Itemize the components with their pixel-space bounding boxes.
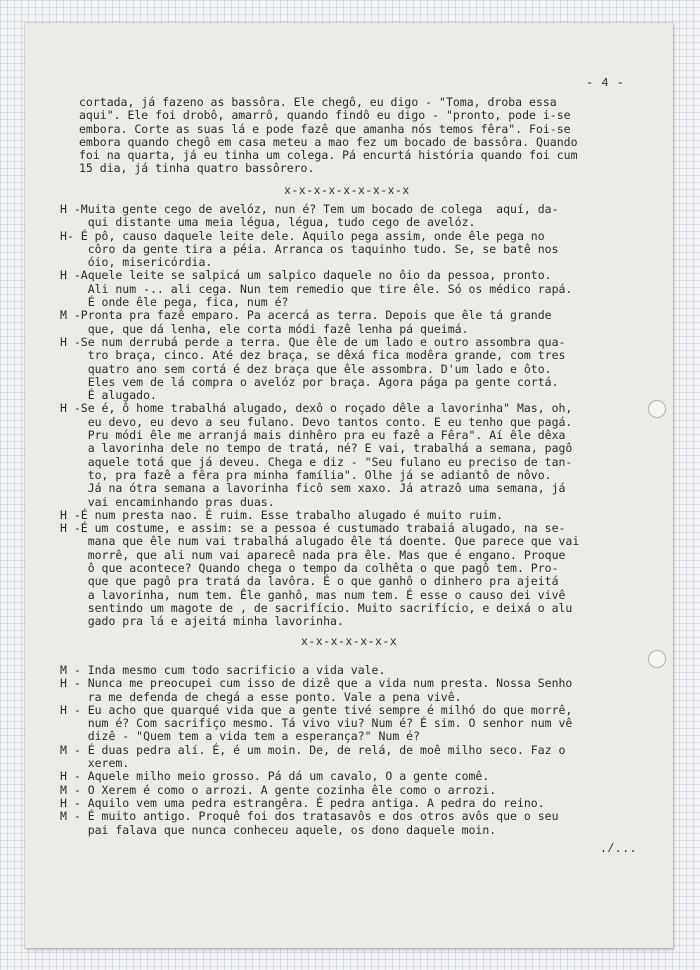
- transcript-dialogue-block: H -Muita gente cego de avelóz, nun é? Tem um bocado de colega aquí, da- qui distante uma meia légua, légua, tudo cego de avelóz. H- É pô, causo daquele leite dele. Aquilo pega assim, onde êle pega no côro da gente tira a péia. Arranca os taquinho tudo. Se, se batê nos óio, misericórdia. H -Aquele leite se salpicá um salpico daquele no ôio da pessoa, pronto. Ali num -.. ali cega. Nun tem remedio que tire êle. Só os médico rapá. É onde êle pega, fica, num é? M -Pronta pra fazê emparo. Pa acercá as terra. Depois que êle tá grande que, que dá lenha, ele corta módi fazê lenha pá queimá. H -Se num derrubá perde a terra. Que êle de um lado e outro assombra qua- tro braça, cinco. Até dez braça, se dêxá fica modêra grande, com tres quatro ano sem cortá é dez braça que êle assombra. D'um lado e ôto. Eles vem de lá compra o avelóz por braça. Agora pága pa gente cortá. É alugado. H -Se é, ô home trabalhá alugado, dexô o roçado dêle a lavorinha" Mas, oh, eu devo, eu devo a seu fulano. Devo tantos conto. E eu tenho que pagá. Pru módi êle me arranjá mais dinhêro pra eu fazê a Fêra". Aí êle dêxa a lavorinha dele no tempo de tratá, né? E vai, trabalhá a semana, pagô aquele totá que já deveu. Chega e diz - "Seu fulano eu preciso de tan- to, pra fazê a fêra pra minha família". Olhe já se adiantô de nôvo. Já na ótra semana a lavorinha ficô sem xaxo. Já atrazô uma semana, já vai encaminhando pras duas. H -É num presta nao. É ruim. Esse trabalho alugado é muito ruim. H -É um costume, e assim: se a pessoa é custumado trabaiá alugado, na se- mana que êle num vai trabalhá alugado êle tá doente. Que parece que vai morrê, que ali num vai aparecê nada pra êle. Mas que é engano. Proque ô que acontece? Quando chega o tempo da colhêta o que pagô tem. Pro- que que pagô pra tratá da lavôra. É o que ganhô o dinhero pra ajeitá a lavorinha, num tem. Êle ganhô, mas num tem. É esse o causo dei vivê sentindo um magote de , de sacrifício. Muito sacrifício, e deixá o alu gado pra lá e ajeitá minha lavorinha.: [60, 202, 580, 629]
- section-separator: x-x-x-x-x-x-x: [301, 636, 398, 649]
- punch-hole: [648, 400, 666, 418]
- page-number: - 4 -: [586, 76, 625, 90]
- section-separator: x-x-x-x-x-x-x-x-x: [284, 185, 410, 198]
- continuation-mark: ./...: [600, 843, 638, 856]
- transcript-dialogue-block: M - Inda mesmo cum todo sacrificio a vida vale. H - Nunca me preocupei cum isso de dizê que a vida num presta. Nossa Senho ra me defenda de chegá a esse ponto. Vale a pena vivê. H - Eu acho que quarqué vida que a gente tivé sempre é milhó do que morrê, num é? Com sacrifiço mesmo. Tá vivo viu? Num é? É sim. O senhor num vê dizê - "Quem tem a vida tem a esperança?" Num é? M - É duas pedra alí. É, é um moin. De, de relá, de moê milho seco. Faz o xerem. H - Aquele milho meio grosso. Pá dá um cavalo, O a gente comê. M - O Xerem é como o arrozi. A gente cozinha êle como o arrozi. H - Aquilo vem uma pedra estrangêra. É pedra antiga. A pedra do reino. M - É muito antigo. Proquê foi dos tratasavôs e dos otros avôs que o seu pai falava que nunca conheceu aquele, os dono daquele moin.: [60, 663, 573, 837]
- transcript-paragraph-intro: cortada, já fazeno as bassôra. Ele chegô, eu digo - "Toma, droba essa aqui". Ele foi drobô, amarrô, quando findô eu digo - "pronto, pode i-se embora. Corte as suas lá e pode fazê que amanha nós temos fêra". Foi-se embora quando chegô em casa meteu a mao fez um bocado de bassôra. Quando foi na quarta, já eu tinha um colega. Pá encurtá história quando foi cum 15 dia, já tinha quatro bassôrero.: [79, 95, 578, 176]
- punch-hole: [648, 650, 666, 668]
